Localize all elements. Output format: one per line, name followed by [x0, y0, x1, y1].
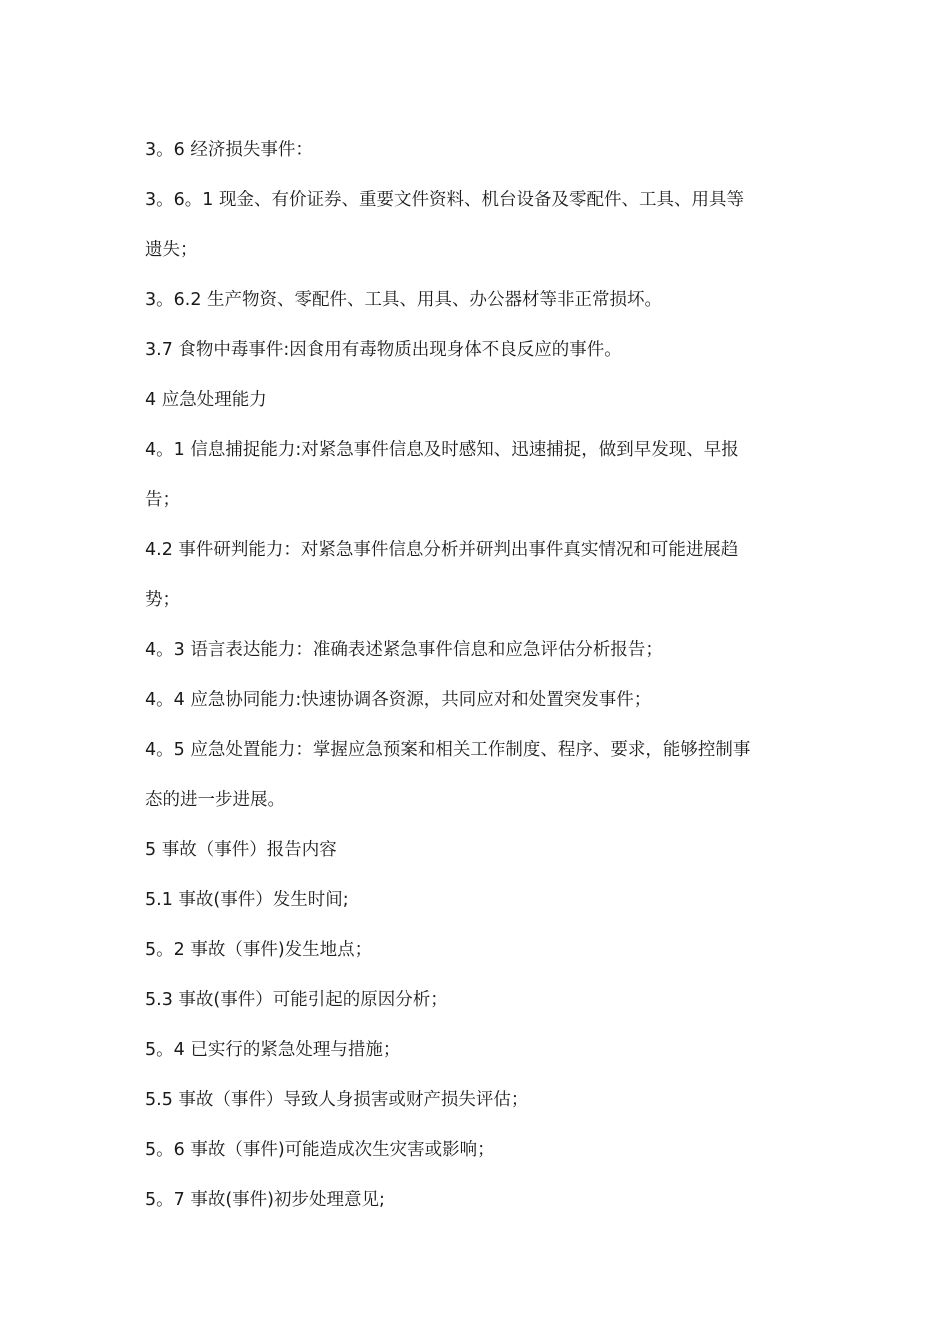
- text-line: 5.5 事故（事件）导致人身损害或财产损失评估；: [145, 1090, 529, 1110]
- section-heading: 5 事故（事件）报告内容: [145, 840, 337, 860]
- text-line: 5。7 事故(事件)初步处理意见;: [145, 1190, 385, 1210]
- text-line: 4。4 应急协同能力:快速协调各资源，共同应对和处置突发事件；: [145, 690, 652, 710]
- text-line: 3。6.2 生产物资、零配件、工具、用具、办公器材等非正常损坏。: [145, 290, 663, 310]
- text-line: 4.2 事件研判能力：对紧急事件信息分析并研判出事件真实情况和可能进展趋: [145, 540, 739, 560]
- text-line: 4。1 信息捕捉能力:对紧急事件信息及时感知、迅速捕捉，做到早发现、早报: [145, 440, 739, 460]
- section-heading: 4 应急处理能力: [145, 390, 267, 410]
- text-line: 5。6 事故（事件)可能造成次生灾害或影响；: [145, 1140, 495, 1160]
- text-line: 3。6。1 现金、有价证券、重要文件资料、机台设备及零配件、工具、用具等: [145, 190, 744, 210]
- text-line: 遗失；: [145, 240, 198, 260]
- text-line: 3。6 经济损失事件：: [145, 140, 313, 160]
- document-body: [145, 125, 810, 1225]
- text-line: 告；: [145, 490, 180, 510]
- text-line: 态的进一步进展。: [145, 790, 285, 810]
- text-line: 5.3 事故(事件）可能引起的原因分析；: [145, 990, 448, 1010]
- text-line: 势；: [145, 590, 180, 610]
- text-line: 5。4 已实行的紧急处理与措施；: [145, 1040, 401, 1060]
- text-line: 5.1 事故(事件）发生时间;: [145, 890, 349, 910]
- text-line: 4。5 应急处置能力：掌握应急预案和相关工作制度、程序、要求，能够控制事: [145, 740, 751, 760]
- text-line: 3.7 食物中毒事件:因食用有毒物质出现身体不良反应的事件。: [145, 340, 622, 360]
- text-line: 4。3 语言表达能力：准确表述紧急事件信息和应急评估分析报告；: [145, 640, 663, 660]
- text-line: 5。2 事故（事件)发生地点；: [145, 940, 373, 960]
